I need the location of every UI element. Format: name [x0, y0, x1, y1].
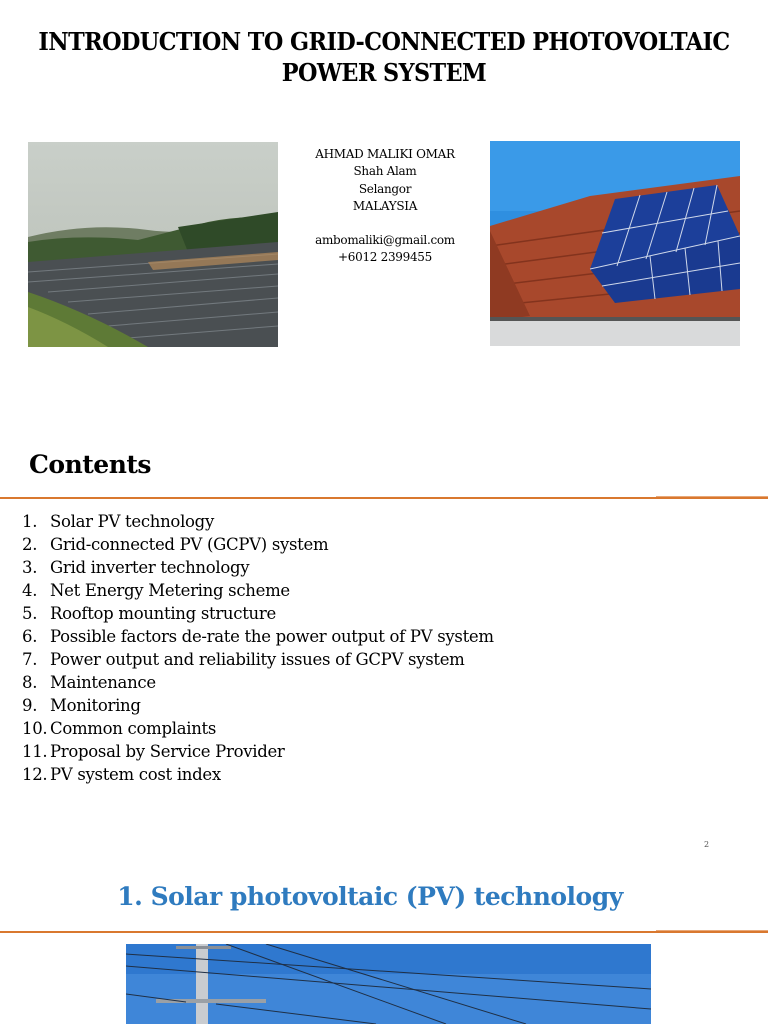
- list-item: 3. Grid inverter technology: [22, 558, 250, 577]
- contents-heading: Contents: [29, 450, 152, 479]
- list-item: 5. Rooftop mounting structure: [22, 604, 276, 623]
- author-country: MALAYSIA: [352, 198, 418, 213]
- list-item: 4. Net Energy Metering scheme: [22, 581, 290, 600]
- contents-divider: [0, 497, 768, 499]
- author-info: [285, 146, 485, 267]
- title-line-2: POWER SYSTEM: [281, 58, 487, 87]
- section-heading: 1. Solar photovoltaic (PV) technology: [117, 882, 623, 911]
- list-item: 12. PV system cost index: [22, 765, 221, 784]
- author-phone: +6012 2399455: [338, 250, 432, 265]
- rooftop-solar-photo: [490, 141, 740, 346]
- author-email[interactable]: ambomaliki@gmail.com: [315, 233, 455, 248]
- author-city: Shah Alam: [353, 164, 417, 179]
- list-item: 6. Possible factors de-rate the power output of PV system: [22, 627, 494, 646]
- author-state: Selangor: [358, 181, 412, 196]
- title-line-1: INTRODUCTION TO GRID-CONNECTED PHOTOVOLTAIC: [38, 27, 730, 56]
- list-item: 1. Solar PV technology: [22, 512, 214, 531]
- list-item: 2. Grid-connected PV (GCPV) system: [22, 535, 329, 554]
- list-item: 11. Proposal by Service Provider: [22, 742, 285, 761]
- solar-farm-photo: [28, 142, 278, 347]
- section-divider: [0, 931, 768, 933]
- power-line-photo: [126, 944, 651, 1024]
- list-item: 7. Power output and reliability issues of GCPV system: [22, 650, 465, 669]
- author-name: AHMAD MALIKI OMAR: [315, 147, 455, 161]
- list-item: 10. Common complaints: [22, 719, 217, 738]
- list-item: 8. Maintenance: [22, 673, 156, 692]
- page-number: 2: [704, 840, 710, 849]
- contents-list: [22, 510, 494, 786]
- slide-title: [27, 26, 741, 88]
- list-item: 9. Monitoring: [22, 696, 141, 715]
